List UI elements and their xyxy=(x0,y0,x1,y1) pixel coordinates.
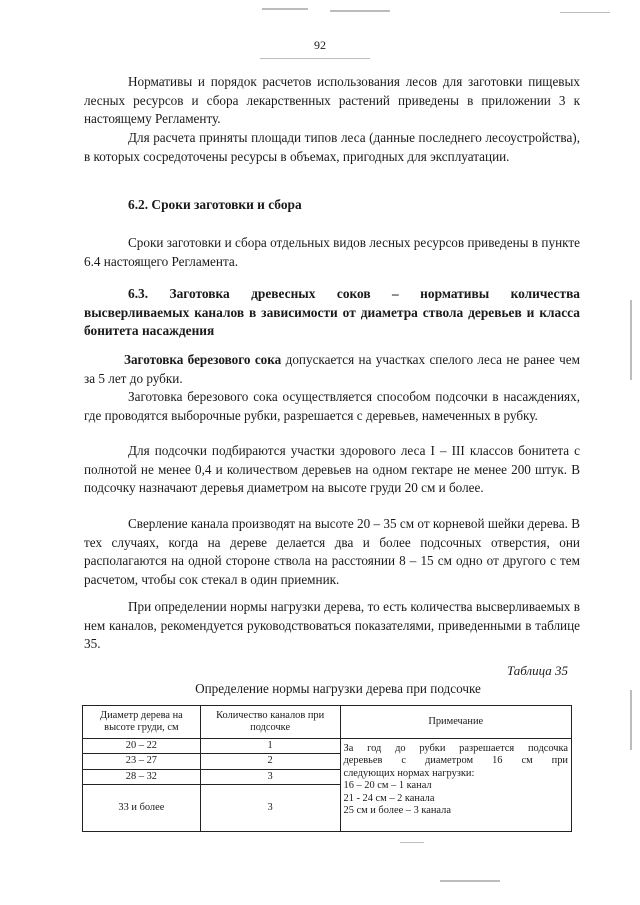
tapping-load-table xyxy=(82,705,572,832)
scan-noise xyxy=(400,842,424,843)
scan-noise xyxy=(260,58,370,59)
page-number: 92 xyxy=(314,38,326,52)
channels-cell: 1 xyxy=(200,739,340,754)
scan-noise xyxy=(330,10,390,12)
channels-cell: 3 xyxy=(200,785,340,832)
header-diameter: Диаметр дерева на высоте груди, см xyxy=(83,706,201,739)
diameter-cell: 28 – 32 xyxy=(83,769,201,784)
birch-sap-rest: допускается на участках спелого леса не ранее чем за 5 лет до рубки. xyxy=(84,352,580,386)
channels-cell: 3 xyxy=(200,769,340,784)
diameter-cell: 23 – 27 xyxy=(83,754,201,769)
paragraph-tapping-method: Заготовка березового сока осуществляется способом подсочки в насаждениях, где проводятся выборочные рубки, разрешается с деревьев, намеченных в рубку. xyxy=(84,389,580,423)
channels-cell: 2 xyxy=(200,754,340,769)
note-line: 21 - 24 см – 2 канала xyxy=(343,792,435,804)
header-note: Примечание xyxy=(340,706,572,739)
diameter-cell: 20 – 22 xyxy=(83,739,201,754)
note-line: 25 см и более – 3 канала xyxy=(343,805,451,817)
scan-noise xyxy=(560,12,610,13)
note-line: деревьев с диаметром 16 см при xyxy=(343,755,568,767)
paragraph-norms: Нормативы и порядок расчетов использования лесов для заготовки пищевых лесных ресурсов и сбора лекарственных растений приведены в приложении 3 к настоящему Регламенту. xyxy=(84,74,580,127)
birch-sap-term: Заготовка березового сока xyxy=(124,352,282,367)
note-line: За год до рубки разрешается подсочка xyxy=(343,743,568,754)
heading-6-3: 6.3. Заготовка древесных соков – нормативы количества высверливаемых каналов в зависимости от диаметра ствола деревьев и класса бонитета насаждения xyxy=(84,286,580,339)
header-channels: Количество каналов при подсочке xyxy=(200,706,340,739)
paragraph-birch-sap xyxy=(84,351,580,388)
note-line: 16 – 20 см – 1 канал xyxy=(343,780,432,792)
table-caption: Таблица 35 xyxy=(506,663,568,678)
table-row xyxy=(83,739,572,754)
paragraph-load-norm: При определении нормы нагрузки дерева, то есть количества высверливаемых в нем каналов, рекомендуется руководствоваться показателями, приведенными в таблице 35. xyxy=(84,599,580,652)
scan-noise xyxy=(440,880,500,882)
table-title: Определение нормы нагрузки дерева при подсочке xyxy=(195,681,481,696)
heading-6-2: 6.2. Сроки заготовки и сбора xyxy=(128,197,302,212)
scan-noise xyxy=(630,300,632,380)
paragraph-drilling: Сверление канала производят на высоте 20 – 35 см от корневой шейки дерева. В тех случаях, когда на дереве делается два и более подсочных отверстия, они располагаются на одной стороне ствола на расстоянии 8 – 15 см одно от другого с тем расчетом, чтобы сок стекал в один приемник. xyxy=(84,516,580,587)
scan-noise xyxy=(630,690,632,750)
note-cell xyxy=(340,739,572,832)
paragraph-plot-selection: Для подсочки подбираются участки здорового леса I – III классов бонитета с полнотой не менее 0,4 и количеством деревьев на одном гектаре не менее 200 штук. В подсочку назначают деревья диаметром на высоте груди 20 см и более. xyxy=(84,443,580,496)
diameter-cell: 33 и более xyxy=(83,785,201,832)
note-line: следующих нормах нагрузки: xyxy=(343,767,475,779)
paragraph-terms: Сроки заготовки и сбора отдельных видов лесных ресурсов приведены в пункте 6.4 настоящего Регламента. xyxy=(84,235,580,269)
scan-noise xyxy=(262,8,308,10)
table-header-row xyxy=(83,706,572,739)
paragraph-calculation: Для расчета приняты площади типов леса (данные последнего лесоустройства), в которых сосредоточены ресурсы в объемах, пригодных для эксплуатации. xyxy=(84,130,580,164)
